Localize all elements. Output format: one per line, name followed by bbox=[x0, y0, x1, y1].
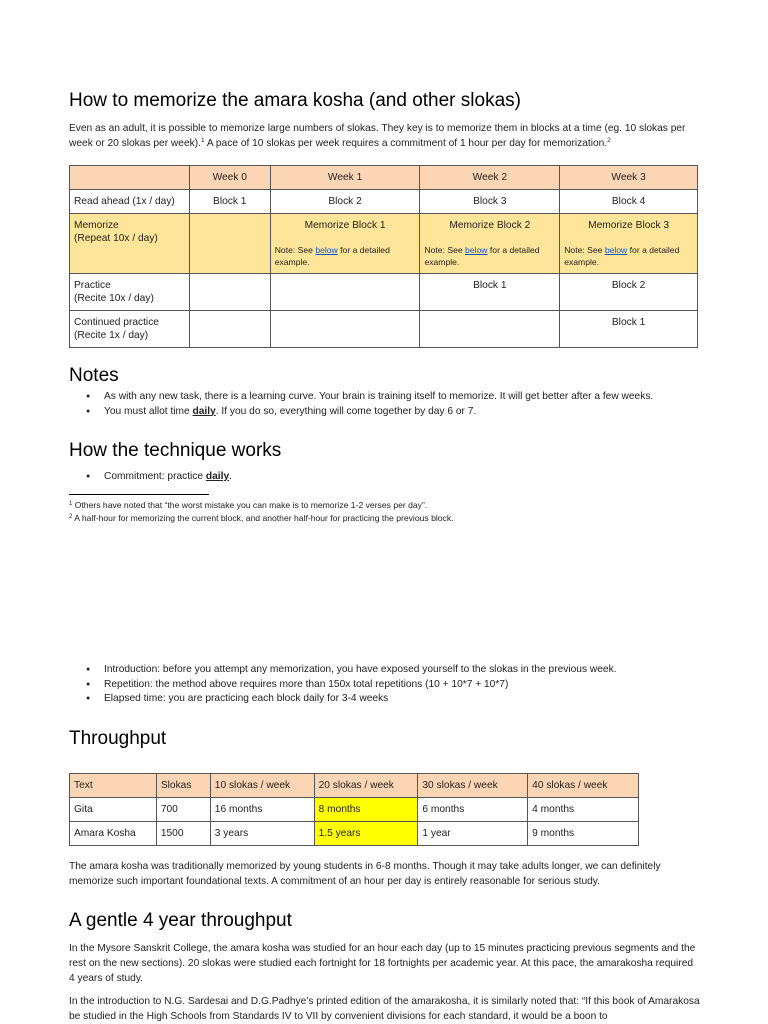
table-cell bbox=[189, 311, 270, 348]
footnote-ref-2[interactable]: 2 bbox=[607, 137, 611, 144]
row-label-line: (Repeat 10x / day) bbox=[74, 233, 158, 244]
header-cell: Week 0 bbox=[189, 166, 270, 190]
table-cell: 9 months bbox=[528, 822, 639, 846]
table-row-continued-practice bbox=[70, 311, 698, 348]
table-row-memorize bbox=[70, 214, 698, 274]
table-cell: 1500 bbox=[156, 822, 210, 846]
item-text: You must allot time bbox=[104, 405, 193, 417]
cell-note bbox=[424, 244, 555, 268]
list-item: ● Repetition: the method above requires more than 150x total repetitions (10 + 10*7 + 10*7) bbox=[86, 678, 617, 693]
header-cell: 10 slokas / week bbox=[210, 774, 314, 798]
throughput-heading: Throughput bbox=[69, 728, 167, 749]
row-label-line: Continued practice bbox=[74, 317, 159, 328]
notes-heading: Notes bbox=[69, 365, 119, 386]
table-cell: 1 year bbox=[418, 822, 528, 846]
highlighted-cell: 1.5 years bbox=[314, 822, 418, 846]
header-cell: Text bbox=[70, 774, 157, 798]
table-cell: Amara Kosha bbox=[70, 822, 157, 846]
table-cell bbox=[270, 274, 420, 311]
row-label: Read ahead (1x / day) bbox=[70, 190, 190, 214]
intro-paragraph bbox=[69, 121, 701, 151]
footnote-2 bbox=[69, 512, 454, 525]
list-item bbox=[86, 405, 653, 420]
header-cell: Slokas bbox=[156, 774, 210, 798]
row-label-line: (Recite 10x / day) bbox=[74, 293, 154, 304]
header-cell: Week 2 bbox=[420, 166, 560, 190]
intro-text-1: Even as an adult, it is possible to memorize large numbers of slokas. They key is to memorize them in blocks at a time (eg. 10 slokas per week or 20 slokas per week). bbox=[69, 123, 686, 149]
daily-emphasis: daily bbox=[192, 405, 216, 417]
table-cell: Block 1 bbox=[560, 311, 698, 348]
page-title: How to memorize the amara kosha (and other slokas) bbox=[69, 90, 521, 111]
memorization-plan-table bbox=[69, 165, 698, 348]
cell-text: Memorize Block 2 bbox=[449, 220, 531, 231]
table-cell bbox=[270, 311, 420, 348]
table-cell: 16 months bbox=[210, 798, 314, 822]
footnote-text: Others have noted that “the worst mistake you can make is to memorize 1-2 verses per day”. bbox=[72, 500, 428, 510]
below-link[interactable]: below bbox=[465, 245, 488, 255]
table-cell: Block 1 bbox=[420, 274, 560, 311]
intro-text-2: A pace of 10 slokas per week requires a commitment of 1 hour per day for memorization. bbox=[204, 138, 608, 149]
table-cell bbox=[560, 214, 698, 274]
note-prefix: Note: See bbox=[564, 245, 605, 255]
cell-text: Memorize Block 1 bbox=[304, 220, 386, 231]
table-header-row bbox=[70, 774, 639, 798]
table-cell: Block 3 bbox=[420, 190, 560, 214]
list-item: ● Elapsed time: you are practicing each block daily for 3-4 weeks bbox=[86, 692, 617, 707]
gentle-paragraph-2: In the introduction to N.G. Sardesai and D.G.Padhye’s printed edition of the amarakosha, it is similarly noted that: “If this book of Amarakosa be studied in the High Schools from Standards IV to VII by convenient divisions for each standard, it would be a boon to bbox=[69, 996, 700, 1022]
gentle-heading: A gentle 4 year throughput bbox=[69, 910, 292, 931]
cell-note bbox=[275, 244, 416, 268]
list-item: ● Introduction: before you attempt any memorization, you have exposed yourself to the slokas in the previous week. bbox=[86, 663, 617, 678]
row-label bbox=[70, 311, 190, 348]
table-cell bbox=[189, 274, 270, 311]
gentle-paragraph-1: In the Mysore Sanskrit College, the amara kosha was studied for an hour each day (up to 15 minutes practicing previous segments and the rest on the new sections). 20 slokas were studied each fortnight for 18 fortnights per academic year. At this pace, the amarakosha required 4 years of study. bbox=[69, 943, 696, 984]
daily-emphasis: daily bbox=[205, 471, 230, 482]
note-prefix: Note: See bbox=[424, 245, 466, 255]
footnote-number: 1 bbox=[69, 501, 73, 507]
cell-note bbox=[564, 244, 693, 268]
table-cell bbox=[189, 214, 270, 274]
throughput-paragraph: The amara kosha was traditionally memorized by young students in 6-8 months. Though it may take adults longer, we can definitely memorize such important foundational texts. A commitment of an hour per day is entirely reasonable for serious study. bbox=[69, 861, 661, 887]
row-label bbox=[70, 214, 190, 274]
header-cell: 30 slokas / week bbox=[418, 774, 528, 798]
table-header-row bbox=[70, 166, 698, 190]
table-cell: Block 1 bbox=[189, 190, 270, 214]
item-text: Commitment: practice bbox=[104, 471, 206, 482]
note-suffix: for a detailed example. bbox=[424, 245, 540, 267]
table-row bbox=[70, 822, 639, 846]
item-text: . If you do so, everything will come together by day 6 or 7. bbox=[215, 405, 477, 417]
table-row-practice bbox=[70, 274, 698, 311]
table-cell: Block 2 bbox=[560, 274, 698, 311]
table-cell: 6 months bbox=[418, 798, 528, 822]
table-cell: 4 months bbox=[528, 798, 639, 822]
below-link[interactable]: below bbox=[315, 245, 338, 255]
note-suffix: for a detailed example. bbox=[274, 245, 390, 267]
technique-heading: How the technique works bbox=[69, 440, 282, 461]
technique-list-part2 bbox=[86, 663, 617, 707]
table-row bbox=[70, 798, 639, 822]
below-link[interactable]: below bbox=[604, 245, 628, 255]
footnote-divider bbox=[69, 494, 209, 495]
table-row-read-ahead bbox=[70, 190, 698, 214]
table-cell: Block 4 bbox=[560, 190, 698, 214]
list-item: ● As with any new task, there is a learning curve. Your brain is training itself to memorize. It will get better after a few weeks. bbox=[86, 390, 653, 405]
throughput-table bbox=[69, 773, 639, 846]
header-cell: 20 slokas / week bbox=[314, 774, 418, 798]
header-cell bbox=[70, 166, 190, 190]
note-prefix: Note: See bbox=[274, 245, 316, 255]
list-item bbox=[86, 470, 232, 485]
header-cell: Week 1 bbox=[270, 166, 420, 190]
technique-list-part1 bbox=[86, 470, 232, 485]
row-label-line: Memorize bbox=[74, 220, 119, 231]
footnote-number: 2 bbox=[69, 514, 73, 520]
table-cell: Gita bbox=[70, 798, 157, 822]
table-cell bbox=[270, 214, 420, 274]
footnote-text: A half-hour for memorizing the current block, and another half-hour for practicing the previous block. bbox=[72, 513, 454, 523]
table-cell bbox=[420, 311, 560, 348]
row-label-line: Practice bbox=[74, 280, 111, 291]
table-cell: 700 bbox=[156, 798, 210, 822]
table-cell bbox=[420, 214, 560, 274]
highlighted-cell: 8 months bbox=[314, 798, 418, 822]
footnote-ref-1[interactable]: 1 bbox=[200, 137, 205, 144]
note-suffix: for a detailed example. bbox=[564, 245, 680, 267]
table-cell: 3 years bbox=[210, 822, 314, 846]
notes-list bbox=[86, 390, 653, 419]
table-cell: Block 2 bbox=[270, 190, 420, 214]
header-cell: 40 slokas / week bbox=[528, 774, 639, 798]
header-cell: Week 3 bbox=[560, 166, 698, 190]
footnote-1 bbox=[69, 499, 427, 512]
row-label bbox=[70, 274, 190, 311]
item-text: . bbox=[229, 471, 232, 482]
row-label-line: (Recite 1x / day) bbox=[74, 330, 149, 341]
cell-text: Memorize Block 3 bbox=[588, 220, 670, 231]
